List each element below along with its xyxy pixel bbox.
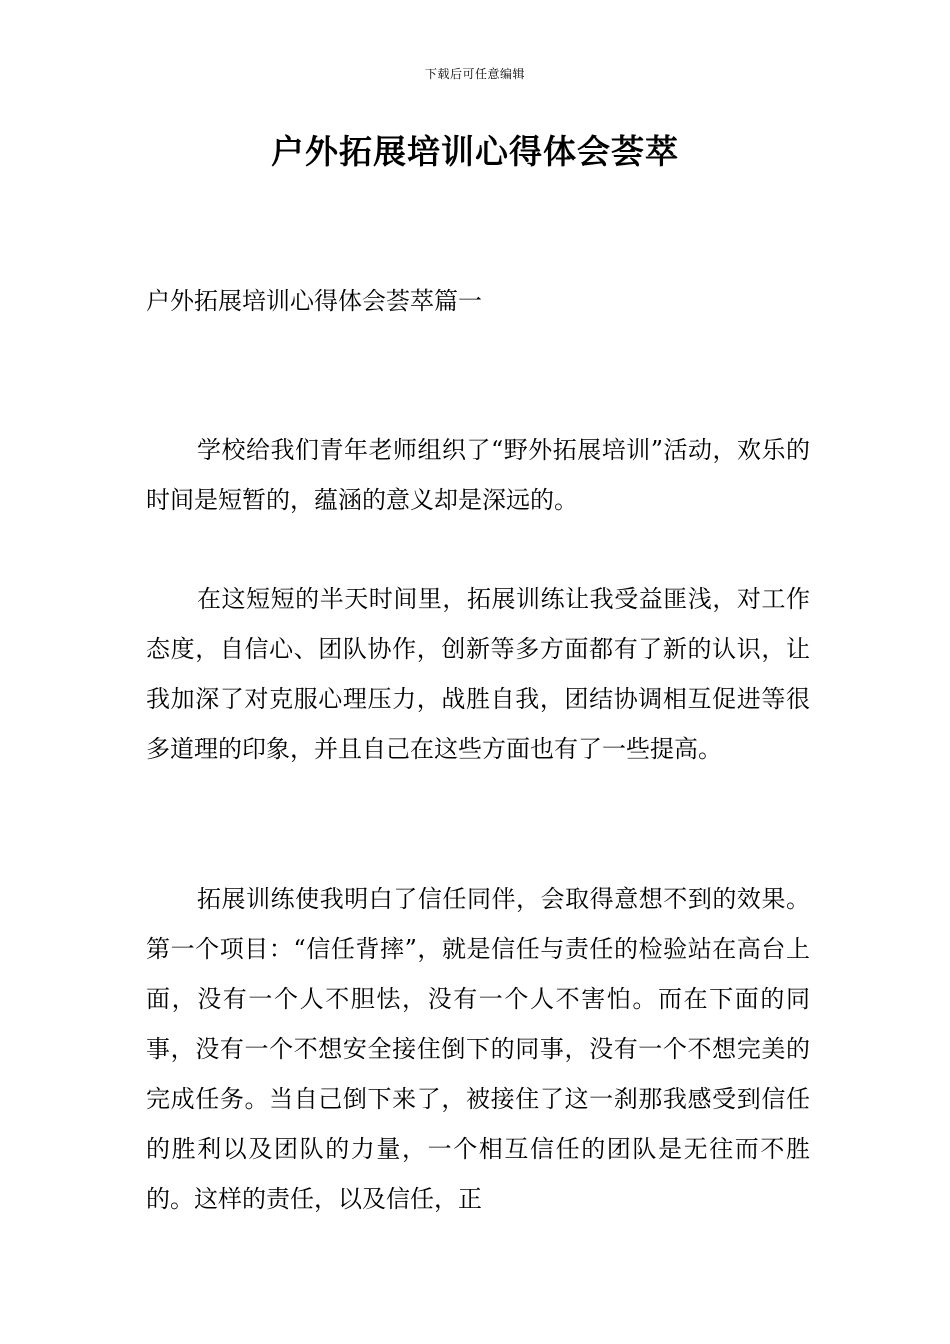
header-note: 下载后可任意编辑 xyxy=(424,67,525,81)
document-title: 户外拓展培训心得体会荟萃 xyxy=(271,132,679,171)
paragraph-1: 学校给我们青年老师组织了“野外拓展培训”活动，欢乐的时间是短暂的，蕴涵的意义却是深远的。 xyxy=(146,436,810,514)
section-heading: 户外拓展培训心得体会荟萃篇一 xyxy=(146,287,482,315)
paragraph-3: 拓展训练使我明白了信任同伴，会取得意想不到的效果。第一个项目：“信任背摔”，就是信任与责任的检验站在高台上面，没有一个人不胆怯，没有一个人不害怕。而在下面的同事，没有一个不想安全接住倒下的同事，没有一个不想完美的完成任务。当自己倒下来了，被接住了这一刹那我感受到信任的胜利以及团队的力量，一个相互信任的团队是无往而不胜的。这样的责任，以及信任，正 xyxy=(146,885,810,1213)
paragraph-2: 在这短短的半天时间里，拓展训练让我受益匪浅，对工作态度，自信心、团队协作，创新等多方面都有了新的认识，让我加深了对克服心理压力，战胜自我，团结协调相互促进等很多道理的印象，并且自己在这些方面也有了一些提高。 xyxy=(146,585,810,763)
